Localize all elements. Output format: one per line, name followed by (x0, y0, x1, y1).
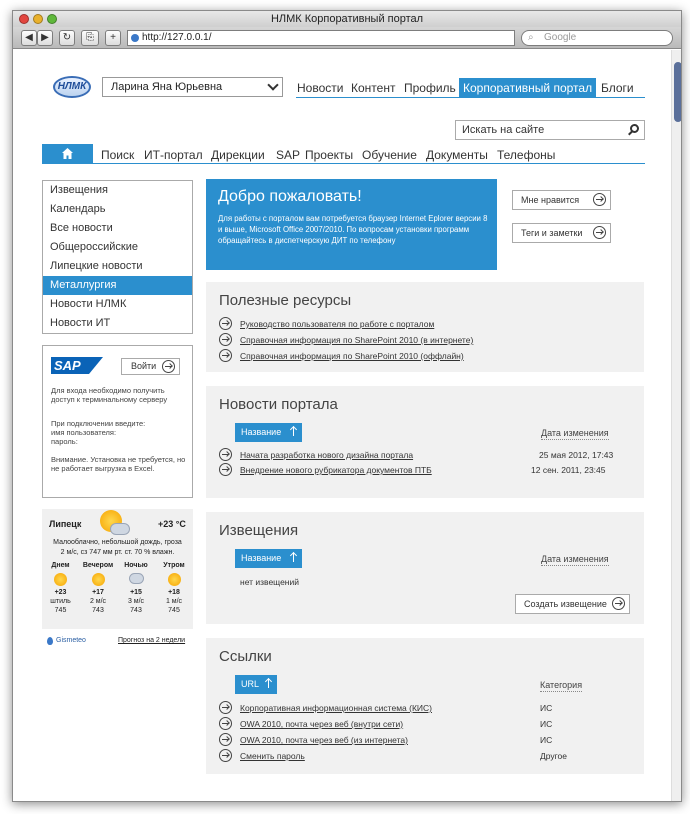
tags-notes-button[interactable]: Теги и заметки (512, 223, 611, 243)
create-notice-button[interactable]: Создать извещение (515, 594, 630, 614)
sun-cloud-icon (168, 573, 181, 586)
home-icon (62, 148, 73, 159)
arrow-right-icon (219, 333, 232, 346)
welcome-title: Добро пожаловать! (218, 188, 362, 205)
add-bookmark-button[interactable]: + (105, 30, 121, 46)
welcome-text: Для работы с порталом вам потребуется браузер Internet Eplorer версии 8 и выше, Microsoft Office 2007/2010. По вопросам установки программ обращайтесь в диспетчерскую ДИТ по телефону (218, 214, 488, 245)
news-date: 12 сен. 2011, 23:45 (531, 465, 606, 475)
link-item[interactable]: Сменить пароль (240, 751, 305, 761)
arrow-right-icon (593, 193, 606, 206)
scrollbar-thumb[interactable] (674, 62, 682, 122)
logo[interactable]: НЛМК (53, 76, 91, 98)
notices-panel (206, 512, 644, 624)
browser-search-input[interactable] (521, 30, 673, 46)
news-title: Новости портала (219, 396, 338, 413)
nav-projects[interactable]: Проекты (305, 148, 354, 162)
search-icon: ⌕ (528, 32, 534, 43)
search-icon[interactable] (630, 124, 639, 133)
date-column-header[interactable]: Дата изменения (541, 428, 609, 438)
sidebar-item-lipetsk[interactable]: Липецкие новости (50, 260, 143, 272)
home-button[interactable] (42, 144, 93, 164)
browser-search-placeholder: Google (544, 32, 577, 43)
arrow-right-icon (219, 448, 232, 461)
sidebar-item-it-news[interactable]: Новости ИТ (50, 317, 111, 329)
close-window-button[interactable] (19, 14, 29, 24)
minimize-window-button[interactable] (33, 14, 43, 24)
left-menu (42, 180, 193, 334)
nav-sap[interactable]: SAP (276, 148, 301, 162)
sap-logo: SAP (51, 357, 89, 374)
gismeteo-brand[interactable]: Gismeteo (56, 637, 86, 644)
weather-period: Утром +18 1 м/с 745 (163, 562, 185, 614)
category-column-header[interactable]: Категория (540, 680, 583, 690)
page-content (13, 50, 682, 802)
arrow-right-icon (219, 701, 232, 714)
sidebar-item-calendar[interactable]: Календарь (50, 203, 106, 215)
sort-by-url-button[interactable]: URL (235, 675, 277, 694)
resources-panel (206, 282, 644, 372)
title-bar (13, 11, 681, 27)
weather-period: Ночью +15 3 м/с 743 (124, 562, 148, 614)
sap-text-access: Для входа необходимо получить доступ к терминальному серверу (51, 386, 168, 404)
welcome-banner (206, 179, 497, 270)
arrow-right-icon (219, 463, 232, 476)
top-nav-portal[interactable]: Корпоративный портал (459, 78, 596, 98)
arrow-up-icon (293, 427, 294, 436)
nav-directorates[interactable]: Дирекции (211, 148, 265, 162)
url-text: http://127.0.0.1/ (142, 32, 212, 43)
like-button[interactable]: Мне нравится (512, 190, 611, 210)
news-panel (206, 386, 644, 498)
date-column-header[interactable]: Дата изменения (541, 554, 609, 564)
resource-link[interactable]: Справочная информация по SharePoint 2010 (оффлайн) (240, 351, 464, 361)
top-nav-profile[interactable]: Профиль (404, 81, 456, 95)
back-button[interactable]: ◀ (21, 30, 37, 46)
bookmark-icon[interactable]: ⎘ (81, 30, 99, 46)
site-search-placeholder: Искать на сайте (462, 124, 545, 136)
link-category: ИС (540, 719, 553, 729)
sap-widget (42, 345, 193, 498)
browser-toolbar (13, 27, 681, 49)
arrow-right-icon (593, 226, 606, 239)
cloud-icon (129, 573, 144, 584)
links-title: Ссылки (219, 648, 272, 665)
sidebar-item-notices[interactable]: Извещения (50, 184, 109, 196)
main-nav (42, 144, 645, 164)
arrow-right-icon (162, 360, 175, 373)
resources-title: Полезные ресурсы (219, 292, 352, 309)
nav-it-portal[interactable]: ИТ-портал (144, 148, 203, 162)
arrow-up-icon (293, 553, 294, 562)
sidebar-item-national[interactable]: Общероссийские (50, 241, 138, 253)
arrow-up-icon (268, 679, 269, 688)
reload-icon[interactable]: ↻ (59, 30, 75, 46)
scrollbar[interactable] (671, 50, 682, 802)
weather-temp: +23 °C (158, 519, 186, 529)
resource-link[interactable]: Руководство пользователя по работе с порталом (240, 319, 435, 329)
user-select[interactable] (102, 77, 283, 97)
site-search-input[interactable] (455, 120, 645, 140)
link-category: ИС (540, 735, 553, 745)
sap-text-password: пароль: (51, 437, 78, 446)
nav-documents[interactable]: Документы (426, 148, 488, 162)
browser-window (12, 10, 682, 802)
nav-search[interactable]: Поиск (101, 148, 135, 162)
top-nav (296, 78, 645, 98)
window-title: НЛМК Корпоративный портал (270, 13, 424, 25)
arrow-right-icon (219, 349, 232, 362)
gismeteo-icon (47, 637, 53, 645)
arrow-right-icon (612, 597, 625, 610)
arrow-right-icon (219, 317, 232, 330)
weather-desc: Малооблачно, небольшой дождь, гроза (53, 539, 182, 546)
sidebar-item-all-news[interactable]: Все новости (50, 222, 113, 234)
link-item[interactable]: OWA 2010, почта через веб (из интернета) (240, 735, 408, 745)
notices-empty: нет извещений (240, 577, 300, 587)
sap-text-connect: При подключении введите: (51, 419, 146, 428)
chevron-down-icon (267, 79, 278, 90)
sun-icon (54, 573, 67, 586)
weather-details: 2 м/с, сз 747 мм рт. ст. 70 % влажн. (60, 549, 175, 556)
nav-phones[interactable]: Телефоны (497, 148, 556, 162)
weather-city: Липецк (49, 519, 82, 529)
sort-by-title-button[interactable]: Название (235, 549, 302, 568)
links-panel (206, 638, 644, 774)
news-date: 25 мая 2012, 17:43 (539, 450, 614, 460)
notices-title: Извещения (219, 522, 299, 539)
forecast-link[interactable]: Прогноз на 2 недели (118, 637, 186, 644)
sun-cloud-icon (92, 573, 105, 586)
top-nav-blogs[interactable]: Блоги (601, 81, 634, 95)
resource-link[interactable]: Справочная информация по SharePoint 2010 (в интернете) (240, 335, 474, 345)
news-link[interactable]: Начата разработка нового дизайна портала (240, 450, 414, 460)
arrow-right-icon (219, 717, 232, 730)
forward-button[interactable]: ▶ (37, 30, 53, 46)
sap-text-warning: Внимание. Установка не требуется, но не работает выгрузка в Excel. (51, 455, 186, 473)
link-category: ИС (540, 703, 553, 713)
weather-period: Вечером +17 2 м/с 743 (82, 562, 114, 614)
user-name: Ларина Яна Юрьевна (111, 81, 223, 93)
weather-widget (42, 509, 193, 629)
top-nav-content[interactable]: Контент (351, 81, 396, 95)
nav-training[interactable]: Обучение (362, 148, 417, 162)
arrow-right-icon (219, 749, 232, 762)
sort-by-title-button[interactable]: Название (235, 423, 302, 442)
sidebar-item-nlmk-news[interactable]: Новости НЛМК (50, 298, 127, 310)
news-link[interactable]: Внедрение нового рубрикатора документов ПТБ (240, 465, 432, 475)
weather-period: Днем +23 штиль 745 (50, 562, 71, 614)
zoom-window-button[interactable] (47, 14, 57, 24)
link-item[interactable]: Корпоративная информационная система (КИС) (240, 703, 432, 713)
sap-text-username: имя пользователя: (51, 428, 117, 437)
sidebar-item-metallurgy[interactable]: Металлургия (43, 276, 192, 295)
top-nav-news[interactable]: Новости (297, 81, 344, 95)
address-bar[interactable] (127, 30, 515, 46)
sap-login-button[interactable]: Войти (121, 358, 180, 375)
link-category: Другое (540, 751, 568, 761)
link-item[interactable]: OWA 2010, почта через веб (внутри сети) (240, 719, 404, 729)
globe-icon (131, 34, 139, 42)
arrow-right-icon (219, 733, 232, 746)
